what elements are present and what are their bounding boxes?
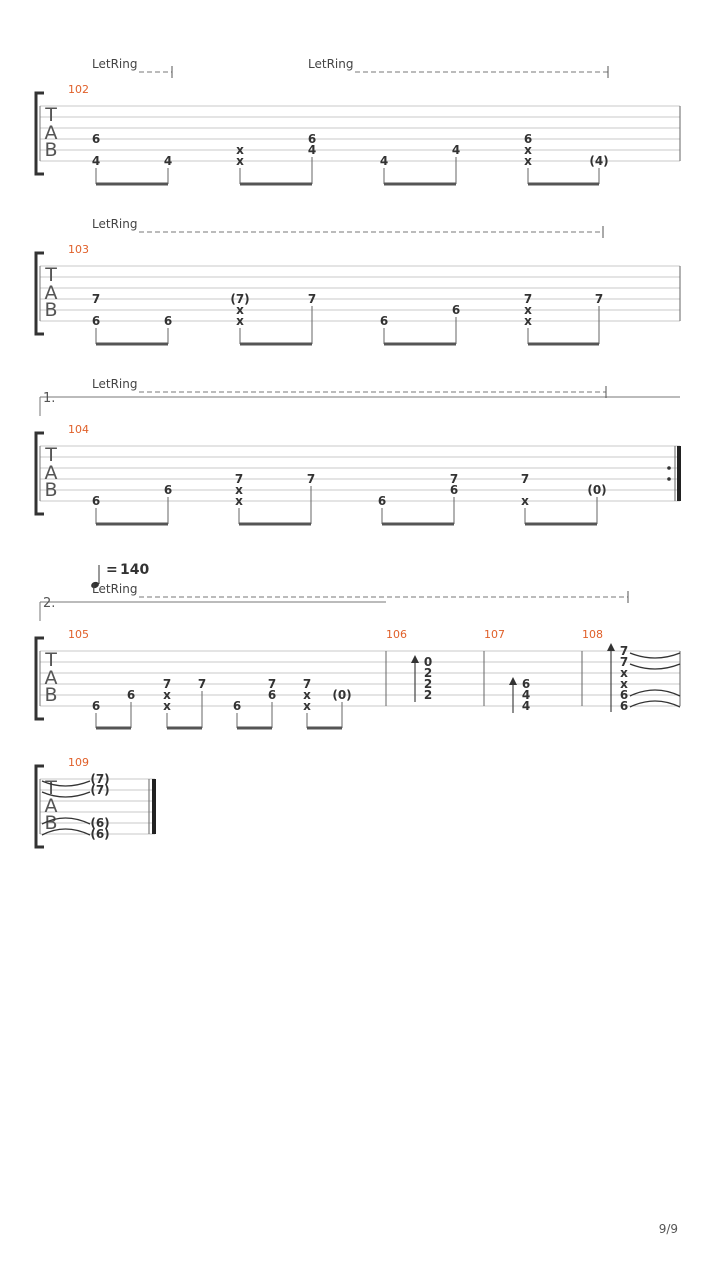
fret-number: 4: [91, 154, 101, 168]
tab-clef-t: T: [45, 264, 57, 286]
fret-number: 4: [307, 143, 317, 157]
fret-number: x: [236, 154, 244, 168]
tab-clef-b: B: [44, 479, 58, 501]
fret-number: 6: [91, 132, 101, 146]
strum-up-arrow-icon: [607, 643, 615, 651]
tab-clef-a: A: [44, 282, 58, 304]
fret-number: (4): [589, 154, 609, 168]
fret-number: 2: [423, 688, 433, 702]
fret-number: x: [303, 688, 311, 702]
tab-clef-a: A: [44, 795, 58, 817]
fret-number: x: [521, 494, 529, 508]
tab-clef-t: T: [45, 444, 57, 466]
fret-number: 4: [451, 143, 461, 157]
tab-clef-b: B: [44, 139, 58, 161]
fret-number: 6: [523, 132, 533, 146]
fret-number: 7: [91, 292, 101, 306]
fret-number: 0: [423, 655, 433, 669]
measure-number: 107: [484, 628, 505, 641]
fret-number: 6: [163, 314, 173, 328]
fret-number: 7: [197, 677, 207, 691]
measure-number: 106: [386, 628, 407, 641]
tie-arc: [630, 664, 680, 669]
tab-clef-t: T: [45, 649, 57, 671]
fret-number: 7: [619, 644, 629, 658]
fret-number: 6: [307, 132, 317, 146]
tab-clef-t: T: [45, 104, 57, 126]
measure-number: 103: [68, 243, 89, 256]
measure-number: 108: [582, 628, 603, 641]
fret-number: x: [236, 314, 244, 328]
measure-number: 102: [68, 83, 89, 96]
fret-number: 6: [126, 688, 136, 702]
tie-arc: [630, 653, 680, 658]
fret-number: 6: [377, 494, 387, 508]
fret-number: 7: [449, 472, 459, 486]
let-ring-label: LetRing: [92, 217, 138, 231]
let-ring-label: LetRing: [92, 57, 138, 71]
tab-clef-b: B: [44, 812, 58, 834]
tab-clef-t: T: [45, 777, 57, 799]
fret-number: (0): [587, 483, 607, 497]
tempo-equals: =: [106, 562, 118, 578]
measure-number: 109: [68, 756, 89, 769]
fret-number: x: [235, 494, 243, 508]
fret-number: 4: [521, 688, 531, 702]
fret-number: (7): [230, 292, 250, 306]
fret-number: 6: [619, 688, 629, 702]
fret-number: 2: [423, 666, 433, 680]
fret-number: 7: [520, 472, 530, 486]
volta-second: 2.: [43, 596, 56, 611]
fret-number: (6): [90, 827, 110, 841]
fret-number: 6: [451, 303, 461, 317]
measure-number: 104: [68, 423, 89, 436]
fret-number: 4: [379, 154, 389, 168]
fret-number: x: [620, 666, 628, 680]
fret-number: 7: [619, 655, 629, 669]
tab-clef-b: B: [44, 299, 58, 321]
tab-clef-a: A: [44, 462, 58, 484]
fret-number: 4: [163, 154, 173, 168]
strum-up-arrow-icon: [509, 677, 517, 685]
fret-number: 2: [423, 677, 433, 691]
volta-first: 1.: [43, 391, 56, 406]
fret-number: x: [236, 303, 244, 317]
measure-number: 105: [68, 628, 89, 641]
let-ring-label: LetRing: [92, 377, 138, 391]
fret-number: (0): [332, 688, 352, 702]
strum-up-arrow-icon: [411, 655, 419, 663]
page-number: 9/9: [658, 1222, 678, 1236]
fret-number: 6: [521, 677, 531, 691]
fret-number: x: [236, 143, 244, 157]
repeat-dot: [667, 466, 671, 470]
fret-number: 7: [594, 292, 604, 306]
tempo-value: 140: [120, 562, 150, 578]
tab-clef-a: A: [44, 667, 58, 689]
fret-number: 6: [163, 483, 173, 497]
let-ring-label: LetRing: [92, 582, 138, 596]
fret-number: 7: [162, 677, 172, 691]
fret-number: 7: [523, 292, 533, 306]
repeat-dot: [667, 477, 671, 481]
fret-number: 6: [91, 699, 101, 713]
fret-number: 7: [307, 292, 317, 306]
tab-clef-b: B: [44, 684, 58, 706]
fret-number: x: [163, 699, 171, 713]
fret-number: 7: [302, 677, 312, 691]
fret-number: x: [524, 154, 532, 168]
fret-number: 6: [91, 494, 101, 508]
fret-number: x: [303, 699, 311, 713]
fret-number: (6): [90, 816, 110, 830]
fret-number: 6: [619, 699, 629, 713]
fret-number: 6: [267, 688, 277, 702]
let-ring-label: LetRing: [308, 57, 354, 71]
tab-clef-a: A: [44, 122, 58, 144]
fret-number: 6: [379, 314, 389, 328]
fret-number: (7): [90, 783, 110, 797]
fret-number: x: [524, 303, 532, 317]
fret-number: 7: [306, 472, 316, 486]
fret-number: x: [620, 677, 628, 691]
fret-number: 7: [234, 472, 244, 486]
fret-number: (7): [90, 772, 110, 786]
fret-number: 7: [267, 677, 277, 691]
fret-number: x: [524, 314, 532, 328]
fret-number: x: [235, 483, 243, 497]
fret-number: 6: [91, 314, 101, 328]
fret-number: x: [524, 143, 532, 157]
fret-number: 6: [449, 483, 459, 497]
fret-number: 4: [521, 699, 531, 713]
fret-number: 6: [232, 699, 242, 713]
fret-number: x: [163, 688, 171, 702]
